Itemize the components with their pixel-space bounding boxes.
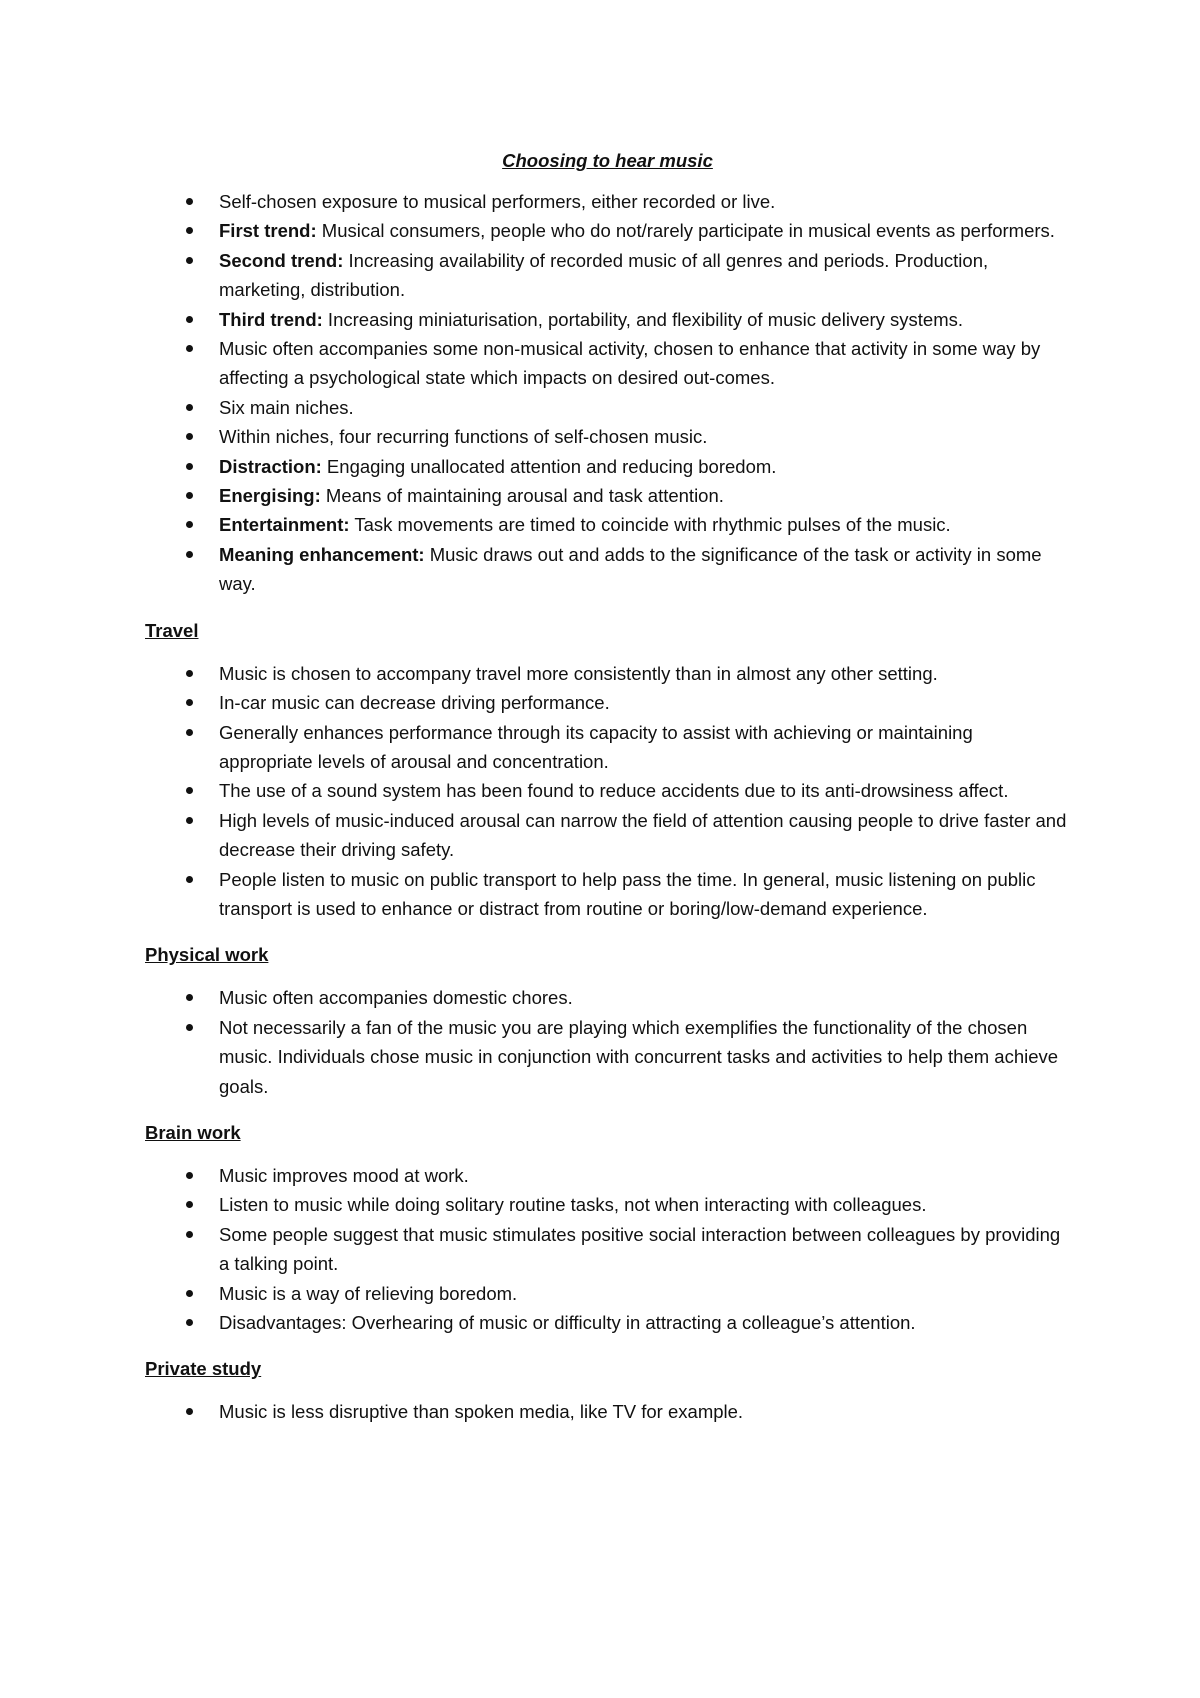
list-item [145,776,1070,805]
list-item [145,481,1070,510]
section-heading-physical-work: Physical work [145,944,269,966]
item-text: Self-chosen exposure to musical performers, either recorded or live. [219,191,776,212]
item-text: Music is less disruptive than spoken media, like TV for example. [219,1401,744,1423]
item-text: High levels of music-induced arousal can narrow the field of attention causing people to drive faster and decrease their driving safety. [219,809,1067,861]
list-item [145,216,1070,245]
item-text: Task movements are timed to coincide with rhythmic pulses of the music. [349,514,951,536]
item-text: Not necessarily a fan of the music you are playing which exemplifies the functionality of the chosen music. Individuals chose music in conjunction with concurrent tasks and activities to help them achieve goals. [219,1016,1059,1097]
item-text: Increasing miniaturisation, portability, and flexibility of music delivery systems. [322,308,964,330]
list-item [145,1308,1070,1337]
list-item [145,246,1070,305]
bullet-icon [186,316,193,323]
item-lead: Second trend: [219,249,344,271]
item-text: The use of a sound system has been found to reduce accidents due to its anti-drowsiness affect. [219,780,1009,802]
bullet-icon [186,817,193,824]
bullet-icon [186,198,193,205]
intro-list [145,187,1070,599]
list-item [145,422,1070,451]
item-text: Generally enhances performance through its capacity to assist with achieving or maintaining appropriate levels of arousal and concentration. [219,721,973,772]
item-lead: Meaning enhancement: [219,543,425,565]
item-text: Means of maintaining arousal and task attention. [320,485,724,507]
list-item [145,659,1070,688]
list-item [145,1397,1070,1426]
item-text: Music often accompanies domestic chores. [219,987,573,1009]
item-lead: First trend: [219,220,317,242]
bullet-icon [186,227,193,234]
bullet-icon [186,1172,193,1179]
list-item [145,865,1070,924]
section-heading-private-study: Private study [145,1358,262,1380]
section-heading-travel: Travel [145,619,199,641]
bullet-icon [186,994,193,1001]
item-text: Six main niches. [219,396,354,418]
item-text: Music often accompanies some non-musical activity, chosen to enhance that activity in some way by affecting a psychological state which impacts on desired out-comes. [219,338,1041,389]
item-lead: Energising: [219,485,321,507]
list-item [145,1161,1070,1190]
bullet-icon [186,1408,193,1415]
item-text: Disadvantages: Overhearing of music or difficulty in attracting a colleague’s attention. [219,1312,916,1333]
item-lead: Entertainment: [219,514,350,536]
bullet-icon [186,729,193,736]
list-item [145,806,1070,865]
item-text: Music draws out and adds to the significance of the task or activity in some way. [219,543,1042,595]
item-text: Some people suggest that music stimulates positive social interaction between colleagues by providing a talking point. [219,1223,1061,1275]
bullet-icon [186,521,193,528]
private-study-list [145,1397,1070,1426]
bullet-icon [186,1290,193,1297]
list-item [145,1190,1070,1219]
list-item [145,305,1070,334]
item-text: Music is chosen to accompany travel more consistently than in almost any other setting. [219,662,938,684]
list-item [145,718,1070,777]
section-heading-brain-work: Brain work [145,1121,241,1143]
list-item [145,983,1070,1012]
bullet-icon [186,1201,193,1208]
bullet-icon [186,404,193,411]
item-text: Engaging unallocated attention and reducing boredom. [321,455,777,477]
item-text: Listen to music while doing solitary routine tasks, not when interacting with colleagues. [219,1194,927,1216]
item-text: Within niches, four recurring functions of self-chosen music. [219,426,708,448]
bullet-icon [186,492,193,499]
bullet-icon [186,551,193,558]
travel-list [145,659,1070,924]
list-item [145,540,1070,599]
item-text: Music is a way of relieving boredom. [219,1282,518,1304]
bullet-icon [186,257,193,264]
bullet-icon [186,463,193,470]
item-text: People listen to music on public transport to help pass the time. In general, music listening on public transport is used to enhance or distract from routine or boring/low-demand experience. [219,868,1036,919]
document-title: Choosing to hear music [502,150,713,171]
list-item [145,510,1070,539]
item-text: In-car music can decrease driving performance. [219,692,610,714]
list-item [145,1220,1070,1279]
bullet-icon [186,876,193,883]
item-text: Musical consumers, people who do not/rarely participate in musical events as performers. [316,220,1055,242]
bullet-icon [186,345,193,352]
bullet-icon [186,433,193,440]
bullet-icon [186,1319,193,1326]
list-item [145,187,1070,216]
item-text: Music improves mood at work. [219,1164,469,1186]
list-item [145,452,1070,481]
list-item [145,334,1070,393]
brain-work-list [145,1161,1070,1337]
list-item [145,688,1070,717]
list-item [145,393,1070,422]
item-text: Increasing availability of recorded music of all genres and periods. Production, marketing, distribution. [219,249,989,301]
bullet-icon [186,1231,193,1238]
list-item [145,1013,1070,1101]
bullet-icon [186,699,193,706]
bullet-icon [186,670,193,677]
item-lead: Distraction: [219,455,322,477]
bullet-icon [186,787,193,794]
item-lead: Third trend: [219,308,323,330]
physical-work-list [145,983,1070,1101]
bullet-icon [186,1024,193,1031]
list-item [145,1279,1070,1308]
